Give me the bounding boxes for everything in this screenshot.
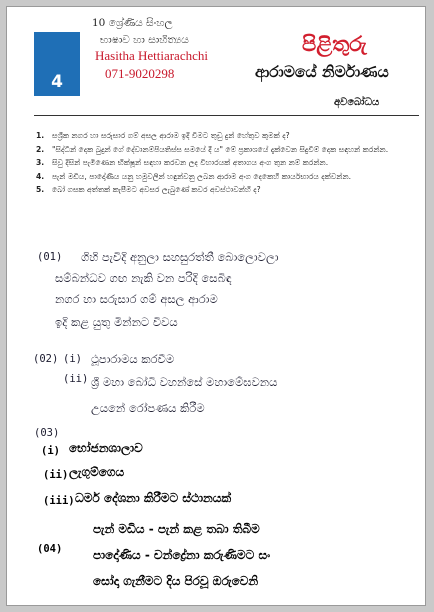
lesson-title: ආරාමයේ නිර්මාණය bbox=[255, 63, 389, 81]
answers-title: පිළිතුරු bbox=[302, 32, 367, 56]
answer-2-ii-marker: (ii) bbox=[63, 373, 89, 385]
header-divider bbox=[34, 115, 419, 116]
section-label: අවබෝධය bbox=[334, 97, 380, 108]
answer-1-label: (01) bbox=[37, 251, 63, 263]
answer-3-ii-marker: (ii) bbox=[43, 469, 69, 481]
answer-2-line-2: ශ්‍රී මහා බෝධි වහන්සේ මහාමේඝවනය bbox=[91, 375, 278, 389]
question-item: 3. සිවු දිසින් පැමිණෙන භික්ෂූන් සඳහා කරවන ලද විහාරයක් අතාගය අංග තුන නම් කරන්න. bbox=[36, 158, 329, 168]
answer-4-label: (04) bbox=[37, 543, 63, 555]
question-item: 2. "සිද්ධීන් දෙක බුදුන් ගේ දේවානම්පියතිස්ස සමයේ දී ය" මේ ප්‍රකාශයේ දැක්වෙන සිදුවීම් දෙක සඳහන් කරන්න. bbox=[36, 144, 389, 154]
grade-label: 10 ශ්‍රේණිය සිංහල bbox=[92, 17, 173, 29]
question-item: 1. සශ්‍රීක නගර හා සරුසාර ගම් අසල ආරාම ඉදි වීමට තුඩු දුන් හේතුව කුමක් ද? bbox=[36, 131, 290, 140]
answer-3-item-3: ධර්ම දේශනා කිරීමට ස්ථානයක් bbox=[75, 491, 232, 505]
answer-4-line-2: පාදෝණිය - චන්ද්‍රේනා කරුණිමට සං bbox=[93, 548, 271, 562]
answer-3-i-marker: (i) bbox=[41, 445, 60, 457]
subject-label: භාෂාව හා සාහිත්‍යය bbox=[100, 34, 189, 46]
answer-2-line-3: උයනේ රෝපණය කිරීම bbox=[91, 401, 205, 415]
answer-3-item-2: ලැගුම්ගෙය bbox=[69, 465, 125, 479]
worksheet-page bbox=[6, 6, 426, 606]
author-phone: 071-9020298 bbox=[105, 66, 175, 81]
answer-4-line-1: පැන් මඩිය - පැන් කළ තබා තිබීම bbox=[93, 522, 260, 536]
question-item: 4. පැන් මඩිය, පාදෝණිය යනු හමුවලින් හඳුන්වනු ලබන ආරාම අංග දෙකෙහි කාර්යභාරය දක්වන්න. bbox=[36, 171, 352, 181]
answer-1-line-2: සම්බන්ධව ගඟ නැකි වන පරිදි සෙබිඳ bbox=[55, 271, 232, 285]
unit-number-badge bbox=[34, 32, 80, 96]
unit-number: 4 bbox=[51, 72, 63, 92]
question-list bbox=[34, 131, 419, 199]
answer-2-i-marker: (i) bbox=[63, 353, 82, 365]
answer-1-line-3: නගර හා සරුසාර ගම් අසල ආරාම bbox=[55, 292, 218, 306]
author-name: Hasitha Hettiarachchi bbox=[95, 48, 208, 63]
answer-3-iii-marker: (iii) bbox=[43, 495, 75, 507]
answer-2-line-1: ථූපාරාමය කරවීම bbox=[91, 352, 175, 366]
answer-1-line-1: ගිහි පැවිදි අනුලා සහසුරත්තී බොලොවලා bbox=[81, 250, 279, 264]
answer-3-label: (03) bbox=[34, 427, 60, 439]
question-item: 5. බෝ ගසක අත්තක් කැපීමට අවසර ලැබුණේ කවර අවස්ථාවන්හි ද? bbox=[36, 185, 261, 195]
answer-3-item-1: භෝජනශාලාව bbox=[69, 441, 143, 455]
answer-1-line-4: ඉදි කළ යුතු මින්නට විවය bbox=[55, 315, 178, 329]
answer-2-label: (02) bbox=[33, 353, 59, 365]
answer-4-line-3: සෝදා ගැනීමට දිය පිරවූ ඔරුවෙනි bbox=[93, 574, 259, 588]
